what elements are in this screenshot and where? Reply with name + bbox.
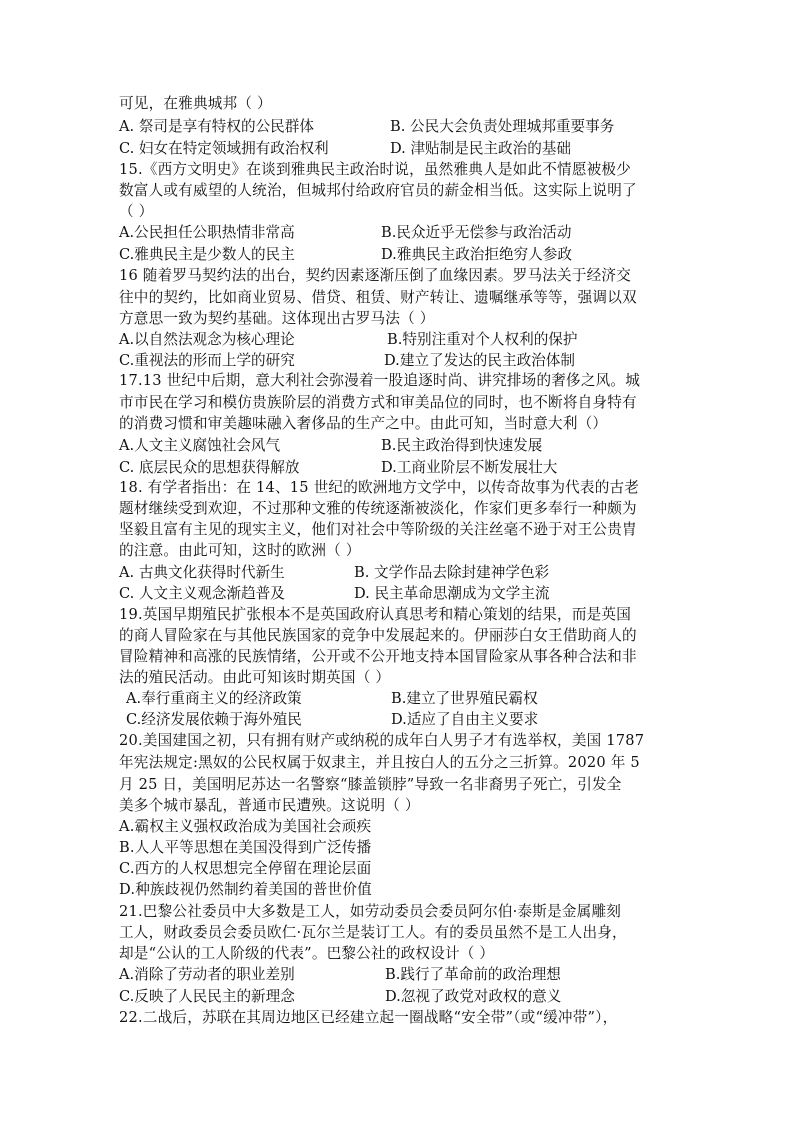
q18-option-a: A. 古典文化获得时代新生: [119, 564, 285, 581]
q17-option-c: C. 底层民众的思想获得解放: [119, 459, 300, 476]
q15-stem-line-3: （ ）: [119, 203, 154, 220]
q14-option-c: C. 妇女在特定领域拥有政治权利: [119, 140, 329, 157]
q19-stem-line-3: 冒险精神和高涨的民族情绪，公开或不公开地支持本国冒险家从事各种合法和非: [119, 648, 637, 665]
q17-option-d: D.工商业阶层不断发展壮大: [381, 459, 558, 476]
q19-option-c: C.经济发展依赖于海外殖民: [126, 711, 302, 728]
q15-stem-line-2: 数富人或有威望的人统治，但城邦付给政府官员的薪金相当低。这实际上说明了: [119, 182, 637, 199]
q17-stem-line-2: 市市民在学习和模仿贵族阶层的消费方式和审美品位的同时，也不断将自身特有: [119, 394, 637, 411]
q17-option-b: B.民主政治得到快速发展: [381, 437, 543, 454]
q15-option-b: B.民众近乎无偿参与政治活动: [381, 224, 572, 241]
q14-option-d: D. 津贴制是民主政治的基础: [390, 140, 571, 157]
q21-stem-line-2: 工人，财政委员会委员欧仁·瓦尔兰是装订工人。有的委员虽然不是工人出身，: [119, 924, 627, 941]
q21-stem-line-3: 却是“公认的工人阶级的代表”。巴黎公社的政权设计（ ）: [119, 945, 495, 962]
q19-option-a: A.奉行重商主义的经济政策: [126, 690, 302, 707]
q20-stem-line-3: 月 25 日，美国明尼苏达一名警察“膝盖锁脖”导致一名非裔男子死亡，引发全: [119, 776, 622, 793]
q17-option-a: A.人文主义腐蚀社会风气: [119, 437, 281, 454]
q18-option-d: D. 民主革命思潮成为文学主流: [354, 585, 550, 602]
q16-option-b: B.特别注重对个人权利的保护: [387, 331, 578, 348]
q15-option-d: D.雅典民主政治拒绝穷人参政: [381, 246, 572, 263]
q16-option-a: A.以自然法观念为核心理论: [119, 331, 295, 348]
q18-stem-line-1: 18. 有学者指出：在 14、15 世纪的欧洲地方文学中，以传奇故事为代表的古老: [119, 479, 640, 496]
q19-option-d: D.适应了自由主义要求: [391, 711, 539, 728]
q20-option-c: C.西方的人权思想完全停留在理论层面: [119, 860, 372, 877]
q16-stem-line-2: 往中的契约，比如商业贸易、借贷、租赁、财产转让、遗嘱继承等等，强调以双: [119, 289, 637, 306]
q18-option-b: B. 文学作品去除封建神学色彩: [354, 564, 550, 581]
q16-option-d: D.建立了发达的民主政治体制: [384, 352, 575, 369]
q20-stem-line-4: 美多个城市暴乱，普通市民遭殃。这说明（ ）: [119, 797, 420, 814]
q20-option-a: A.霸权主义强权政治成为美国社会顽疾: [119, 818, 372, 835]
q20-stem-line-2: 年宪法规定:黑奴的公民权属于奴隶主，并且按白人的五分之三折算。2020 年 5: [119, 754, 640, 771]
q17-stem-line-3: 的消费习惯和审美趣味融入奢侈品的生产之中。由此可知，当时意大利（）: [119, 415, 608, 432]
q21-option-a: A.消除了劳动者的职业差别: [119, 966, 295, 983]
q18-option-c: C. 人文主义观念渐趋普及: [119, 585, 285, 602]
q19-stem-line-4: 法的殖民活动。由此可知该时期英国（ ）: [119, 669, 391, 686]
q22-stem-line-1: 22.二战后，苏联在其周边地区已经建立起一圈战略“安全带”（或“缓冲带”），: [119, 1009, 618, 1026]
q21-option-c: C.反映了人民民主的新理念: [119, 988, 295, 1005]
q21-option-b: B.践行了革命前的政治理想: [385, 966, 561, 983]
q20-stem-line-1: 20.美国建国之初，只有拥有财产或纳税的成年白人男子才有选举权，美国 1787: [119, 732, 645, 749]
q14-option-b: B. 公民大会负责处理城邦重要事务: [390, 118, 615, 135]
q18-stem-line-4: 的注意。由此可知，这时的欧洲（ ）: [119, 542, 361, 559]
q21-option-d: D.忽视了政党对政权的意义: [385, 988, 562, 1005]
q20-option-d: D.种族歧视仍然制约着美国的普世价值: [119, 881, 372, 898]
q19-stem-line-2: 的商人冒险家在与其他民族国家的竞争中发展起来的。伊丽莎白女王借助商人的: [119, 627, 637, 644]
q14-option-a: A. 祭司是享有特权的公民群体: [119, 118, 314, 135]
q17-stem-line-1: 17.13 世纪中后期，意大利社会弥漫着一股追逐时尚、讲究排场的奢侈之风。城: [119, 372, 641, 389]
q14-stem-tail: 可见，在雅典城邦（ ）: [119, 95, 272, 112]
q19-stem-line-1: 19.英国早期殖民扩张根本不是英国政府认真思考和精心策划的结果，而是英国: [119, 606, 632, 623]
q18-stem-line-3: 坚毅且富有主见的现实主义，他们对社会中等阶级的关注丝毫不逊于对王公贵胄: [119, 521, 637, 538]
q15-stem-line-1: 15.《西方文明史》在谈到雅典民主政治时说，虽然雅典人是如此不情愿被极少: [119, 161, 632, 178]
q15-option-a: A.公民担任公职热情非常高: [119, 224, 295, 241]
q20-option-b: B.人人平等思想在美国没得到广泛传播: [119, 839, 372, 856]
q18-stem-line-2: 题材继续受到欢迎，不过那种文雅的传统逐渐被淡化，作家们更多奉行一种颇为: [119, 500, 637, 517]
q19-option-b: B.建立了世界殖民霸权: [391, 690, 538, 707]
q21-stem-line-1: 21.巴黎公社委员中大多数是工人，如劳动委员会委员阿尔伯·泰斯是金属雕刻: [119, 903, 622, 920]
q16-option-c: C.重视法的形而上学的研究: [119, 352, 295, 369]
q16-stem-line-3: 方意思一致为契约基础。这体现出古罗马法（ ）: [119, 310, 435, 327]
q16-stem-line-1: 16 随着罗马契约法的出台，契约因素逐渐压倒了血缘因素。罗马法关于经济交: [119, 267, 632, 284]
q15-option-c: C.雅典民主是少数人的民主: [119, 246, 295, 263]
